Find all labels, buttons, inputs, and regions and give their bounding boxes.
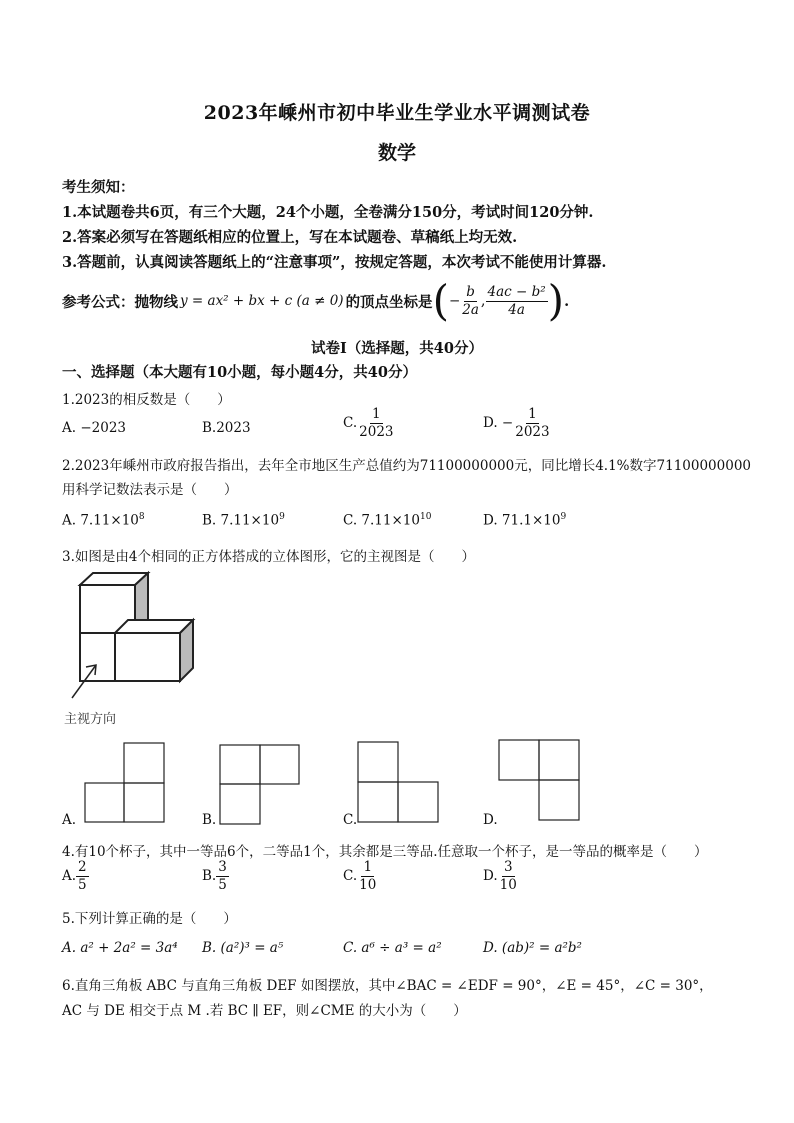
notice-heading: 考生须知： bbox=[62, 179, 135, 196]
q3-option-d-figure bbox=[498, 739, 582, 823]
q4-stem: 4.有10个杯子，其中一等品6个，二等品1个，其余都是三等品.任意取一个杯子，是一等品的概率是（ ） bbox=[62, 844, 708, 860]
q4-option-a: A. $\frac{2}{5}$ bbox=[62, 859, 87, 893]
q1-stem: 1.2023的相反数是（ ） bbox=[62, 392, 231, 408]
q6-stem-line2: AC 与 DE 相交于点 M .若 BC ∥ EF，则∠CME 的大小为（ ） bbox=[62, 1003, 467, 1019]
q2-option-a: A. $7.11\times 10^8$ bbox=[62, 512, 145, 529]
q5-option-b: B. (a²)³ = a⁵ bbox=[202, 940, 284, 956]
notice-item-1: 1.本试题卷共6页，有三个大题，24个小题，全卷满分150分，考试时间120分钟. bbox=[62, 204, 594, 221]
q4-option-b: B. $\frac{3}{5}$ bbox=[202, 859, 227, 893]
q2-stem-line1: 2.2023年嵊州市政府报告指出，去年全市地区生产总值约为71100000000元，同比增长4.1%数字71100000000 bbox=[62, 458, 751, 474]
q3-stem: 3.如图是由4个相同的正方体搭成的立体图形，它的主视图是（ ） bbox=[62, 549, 475, 565]
q1-option-a: A. −2023 bbox=[62, 420, 126, 436]
q1-option-c: C. $\frac{1}{2023}$ bbox=[343, 406, 394, 440]
q2-option-d: D. $71.1\times 10^9$ bbox=[483, 512, 567, 529]
vertex-x-fraction: $\frac{b}{2a}$ bbox=[462, 283, 479, 318]
q3-option-a: A. bbox=[62, 812, 77, 828]
exam-title: 2023年嵊州市初中毕业生学业水平调测试卷 bbox=[203, 102, 591, 124]
q3-option-b: B. bbox=[202, 812, 217, 828]
q3-option-b-figure bbox=[219, 744, 301, 826]
notice-item-2: 2.答案必须写在答题纸相应的位置上，写在本试题卷、草稿纸上均无效. bbox=[62, 229, 518, 246]
q2-option-b: B. $7.11\times 10^9$ bbox=[202, 512, 285, 529]
q4-option-c: C. $\frac{1}{10}$ bbox=[343, 859, 377, 893]
q1-option-d: D. − $\frac{1}{2023}$ bbox=[483, 406, 550, 440]
formula-expression: y = ax² + bx + c (a ≠ 0) bbox=[180, 293, 344, 309]
q5-option-d: D. (ab)² = a²b² bbox=[483, 940, 582, 956]
view-direction-label: 主视方向 bbox=[64, 712, 117, 727]
q3-cube-figure bbox=[60, 570, 210, 710]
q1-d-fraction: $\frac{1}{2023}$ bbox=[515, 406, 550, 440]
q5-option-c: C. a⁶ ÷ a³ = a² bbox=[343, 940, 442, 956]
q1-option-b: B.2023 bbox=[202, 420, 251, 436]
formula-label: 参考公式：抛物线 bbox=[62, 293, 178, 311]
q3-option-d: D. bbox=[483, 812, 498, 828]
q3-option-c-figure bbox=[357, 741, 441, 825]
reference-formula: 参考公式：抛物线 y = ax² + bx + c (a ≠ 0) 的顶点坐标是 ( − $\frac{b}{2a}$ , $\frac{\text{4ac − b²}}{4a}$ ) . bbox=[62, 276, 570, 325]
q3-option-a-figure bbox=[84, 742, 166, 824]
exam-subject: 数学 bbox=[377, 142, 416, 164]
q2-option-c: C. $7.11\times 10^{10}$ bbox=[343, 512, 432, 529]
q2-stem-line2: 用科学记数法表示是（ ） bbox=[62, 482, 238, 498]
notice-item-3: 3.答题前，认真阅读答题纸上的“注意事项”，按规定答题，本次考试不能使用计算器. bbox=[62, 254, 607, 271]
q6-stem-line1: 6.直角三角板 ABC 与直角三角板 DEF 如图摆放，其中∠BAC = ∠EDF = 90°，∠E = 45°，∠C = 30°， bbox=[62, 978, 713, 994]
q5-option-a: A. a² + 2a² = 3a⁴ bbox=[62, 940, 178, 956]
left-paren: ( bbox=[432, 276, 449, 325]
q5-stem: 5.下列计算正确的是（ ） bbox=[62, 911, 237, 927]
formula-mid: 的顶点坐标是 bbox=[345, 293, 433, 311]
right-paren: ) bbox=[547, 276, 565, 325]
q1-c-fraction: $\frac{1}{2023}$ bbox=[359, 406, 394, 440]
part1-heading: 试卷Ⅰ（选择题，共40分） bbox=[311, 340, 483, 357]
vertex-y-fraction: $\frac{\text{4ac − b²}}{4a}$ bbox=[487, 283, 546, 318]
section1-heading: 一、选择题（本大题有10小题，每小题4分，共40分） bbox=[62, 364, 417, 381]
q3-option-c: C. bbox=[343, 812, 358, 828]
q4-option-d: D. $\frac{3}{10}$ bbox=[483, 859, 517, 893]
